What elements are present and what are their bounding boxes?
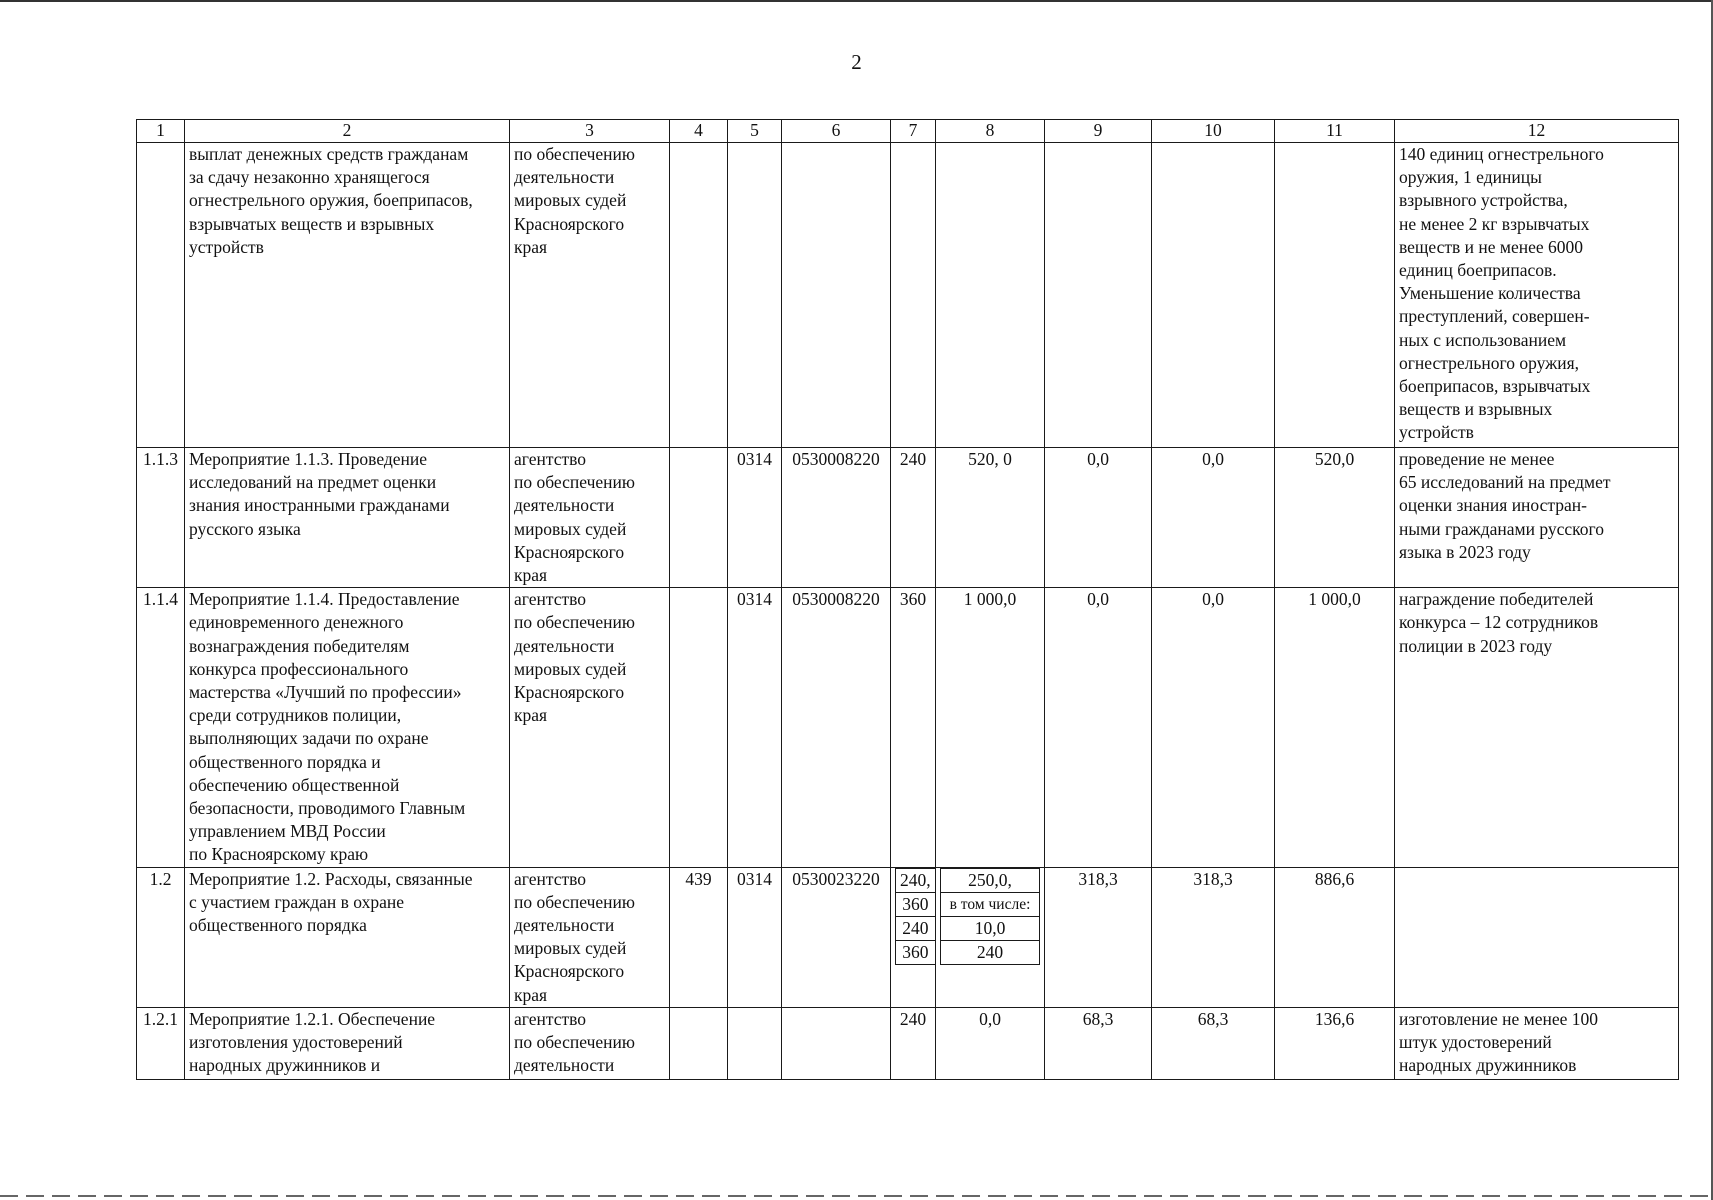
amount-col-9: 68,3	[1045, 1007, 1152, 1079]
expense-type-code	[891, 143, 936, 448]
expected-result	[1395, 867, 1679, 1007]
expense-type-code: 240	[891, 1007, 936, 1079]
amount-total: 886,6	[1275, 867, 1395, 1007]
activity-name: Мероприятие 1.2. Расходы, связанные с участием граждан в охране общественного порядка	[185, 867, 510, 1007]
grbs-code: 439	[670, 867, 728, 1007]
amount-col-8: 10,0	[941, 917, 1040, 941]
row-number	[137, 143, 185, 448]
expense-type-subtable	[895, 868, 936, 966]
amount-col-8: 1 000,0	[936, 588, 1045, 867]
amount-col-10: 318,3	[1152, 867, 1275, 1007]
grbs-code	[670, 588, 728, 867]
column-header: 4	[670, 120, 728, 143]
grbs-code	[670, 1007, 728, 1079]
section-code	[728, 1007, 782, 1079]
page-number: 2	[851, 50, 862, 74]
column-header: 10	[1152, 120, 1275, 143]
column-header: 2	[185, 120, 510, 143]
executor: агентство по обеспечению деятельности мировых судей Красноярского края	[510, 588, 670, 867]
target-article-code	[782, 143, 891, 448]
activity-name: Мероприятие 1.1.4. Предоставление единовременного денежного вознаграждения победителям конкурса профессионального мастерства «Лучший по профессии» среди сотрудников полиции, выполняющих задачи по охране общественного порядка и обеспечению общественной безопасности, проводимого Главным управлением МВД России по Красноярскому краю	[185, 588, 510, 867]
executor: агентство по обеспечению деятельности мировых судей Красноярского края	[510, 448, 670, 588]
scan-top-edge	[0, 0, 1713, 2]
section-code: 0314	[728, 588, 782, 867]
amount-col-8: 0,0	[936, 1007, 1045, 1079]
expense-type-code: 240	[896, 917, 936, 941]
row-number: 1.1.4	[137, 588, 185, 867]
column-header: 1	[137, 120, 185, 143]
table-row	[137, 448, 1679, 588]
target-article-code: 0530008220	[782, 448, 891, 588]
expected-result: 140 единиц огнестрельного оружия, 1 единицы взрывного устройства, не менее 2 кг взрывчатых веществ и не менее 6000 единиц боеприпасов. Уменьшение количества преступлений, совершен- ных с использованием огнестрельного оружия, боеприпасов, взрывчатых веществ и взрывных устройств	[1395, 143, 1679, 448]
amount-col-8: 240	[941, 941, 1040, 965]
target-article-code	[782, 1007, 891, 1079]
expense-type-code: 360	[896, 892, 936, 916]
column-header: 11	[1275, 120, 1395, 143]
executor: по обеспечению деятельности мировых судей Красноярского края	[510, 143, 670, 448]
expected-result: изготовление не менее 100 штук удостоверений народных дружинников	[1395, 1007, 1679, 1079]
table-row	[137, 588, 1679, 867]
amount-total: 136,6	[1275, 1007, 1395, 1079]
column-number-row	[137, 120, 1679, 143]
amount-col-8-cell	[936, 867, 1045, 1007]
expense-type-code: 360	[891, 588, 936, 867]
column-header: 5	[728, 120, 782, 143]
activity-name: Мероприятие 1.2.1. Обеспечение изготовления удостоверений народных дружинников и	[185, 1007, 510, 1079]
column-header: 3	[510, 120, 670, 143]
amount-col-9: 0,0	[1045, 448, 1152, 588]
scan-bottom-edge	[0, 1195, 1713, 1197]
amount-total: 520,0	[1275, 448, 1395, 588]
target-article-code: 0530023220	[782, 867, 891, 1007]
section-code: 0314	[728, 448, 782, 588]
amount-col-9: 318,3	[1045, 867, 1152, 1007]
expense-type-code: 240,	[896, 868, 936, 892]
row-number: 1.2.1	[137, 1007, 185, 1079]
column-header: 9	[1045, 120, 1152, 143]
amount-col-8	[936, 143, 1045, 448]
executor: агентство по обеспечению деятельности мировых судей Красноярского края	[510, 867, 670, 1007]
expense-type-code: 240	[891, 448, 936, 588]
amount-total	[1275, 143, 1395, 448]
amount-breakdown-subtable	[940, 868, 1040, 966]
amount-col-10: 0,0	[1152, 588, 1275, 867]
activity-name: Мероприятие 1.1.3. Проведение исследований на предмет оценки знания иностранными гражданами русского языка	[185, 448, 510, 588]
row-number: 1.1.3	[137, 448, 185, 588]
expense-type-code: 360	[896, 941, 936, 965]
program-activities-table	[136, 119, 1679, 1080]
amount-total: 1 000,0	[1275, 588, 1395, 867]
column-header: 8	[936, 120, 1045, 143]
amount-col-10	[1152, 143, 1275, 448]
grbs-code	[670, 448, 728, 588]
expected-result: проведение не менее 65 исследований на предмет оценки знания иностран- ными гражданами русского языка в 2023 году	[1395, 448, 1679, 588]
activity-name: выплат денежных средств гражданам за сдачу незаконно хранящегося огнестрельного оружия, боеприпасов, взрывчатых веществ и взрывных устройств	[185, 143, 510, 448]
table-row	[137, 143, 1679, 448]
amount-col-9	[1045, 143, 1152, 448]
amount-col-10: 68,3	[1152, 1007, 1275, 1079]
amount-col-9: 0,0	[1045, 588, 1152, 867]
row-number: 1.2	[137, 867, 185, 1007]
table-row	[137, 1007, 1679, 1079]
section-code: 0314	[728, 867, 782, 1007]
target-article-code: 0530008220	[782, 588, 891, 867]
table-row	[137, 867, 1679, 1007]
column-header: 6	[782, 120, 891, 143]
expected-result: награждение победителей конкурса – 12 сотрудников полиции в 2023 году	[1395, 588, 1679, 867]
column-header: 12	[1395, 120, 1679, 143]
amount-col-10: 0,0	[1152, 448, 1275, 588]
grbs-code	[670, 143, 728, 448]
amount-breakdown-label: в том числе:	[941, 892, 1040, 916]
column-header: 7	[891, 120, 936, 143]
section-code	[728, 143, 782, 448]
executor: агентство по обеспечению деятельности	[510, 1007, 670, 1079]
expense-type-cell	[891, 867, 936, 1007]
amount-col-8: 250,0,	[941, 868, 1040, 892]
amount-col-8: 520, 0	[936, 448, 1045, 588]
